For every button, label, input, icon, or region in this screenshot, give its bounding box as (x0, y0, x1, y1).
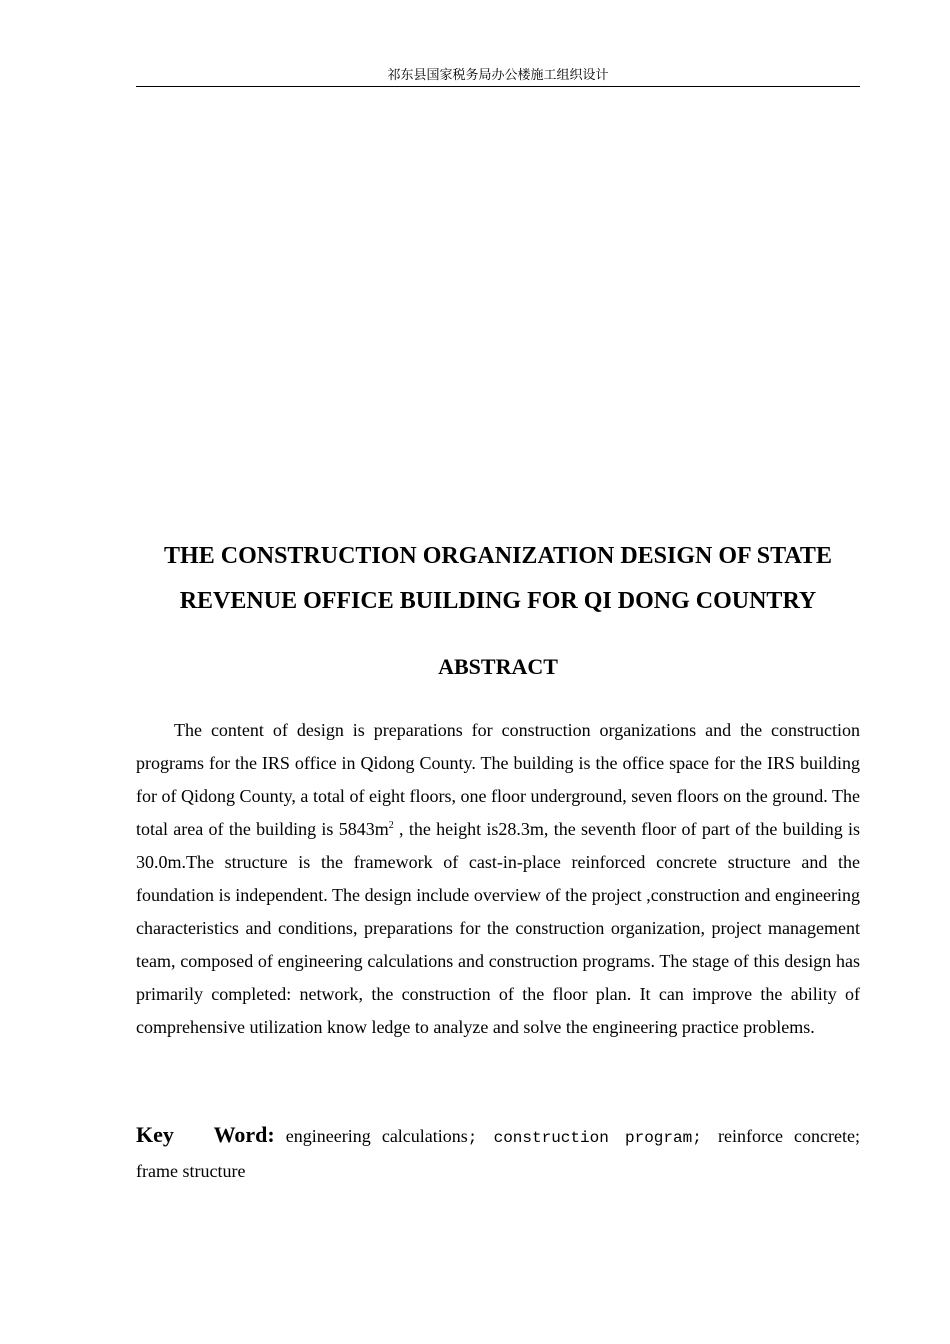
running-header-title: 祁东县国家税务局办公楼施工组织设计 (387, 68, 609, 83)
keyword-4: frame structure (136, 1161, 246, 1181)
abstract-text-part-1: The content of design is preparations for construction organizations and the construction programs for the IRS office in Qidong County. The building is the office space for the IRS building for of Qidong County, a total of eight floors, one floor underground, seven floors on the ground. The total area of the building is 5843m (136, 720, 860, 839)
keyword-separator-3: ; (855, 1126, 861, 1146)
abstract-heading: ABSTRACT (438, 654, 558, 679)
keywords-line (136, 1118, 860, 1188)
keyword-3: reinforce concrete (718, 1126, 856, 1146)
document-title-line-1: THE CONSTRUCTION ORGANIZATION DESIGN OF STATE (164, 543, 832, 569)
document-title (136, 534, 860, 624)
keyword-separator-1: ; (467, 1129, 494, 1147)
running-header (136, 66, 860, 87)
abstract-body (136, 714, 860, 1044)
keyword-separator-2: ; (692, 1129, 719, 1147)
keyword-1: engineering calculations (274, 1126, 468, 1146)
keywords-label: Key Word: (136, 1122, 275, 1147)
keyword-2: construction program (493, 1129, 693, 1147)
document-title-line-2: REVENUE OFFICE BUILDING FOR QI DONG COUNTRY (179, 588, 817, 614)
abstract-text-part-2: , the height is28.3m, the seventh floor of part of the building is 30.0m.The structure is the framework of cast-in-place reinforced concrete structure and the foundation is independent. The design include overview of the project ,construction and engineering characteristics and conditions, preparations for the construction organization, project management team, composed of engineering calculations and construction programs. The stage of this design has primarily completed: network, the construction of the floor plan. It can improve the ability of comprehensive utilization know ledge to analyze and solve the engineering practice problems. (136, 819, 860, 1037)
area-superscript: 2 (388, 820, 394, 831)
